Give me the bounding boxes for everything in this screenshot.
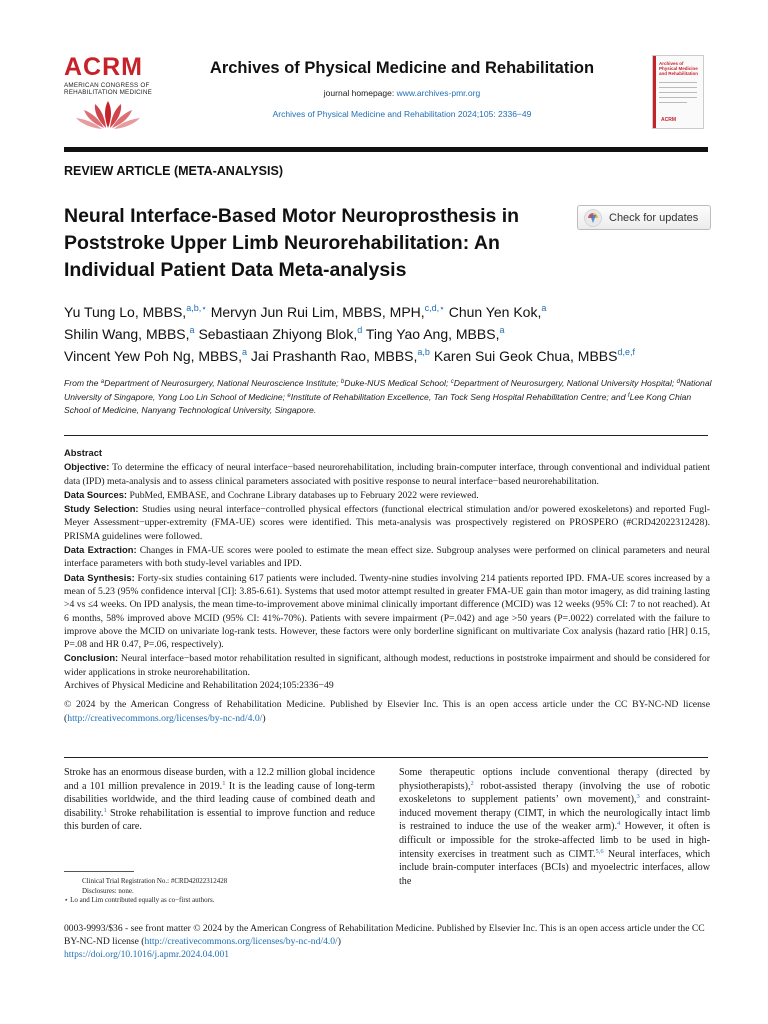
author[interactable]: Karen Sui Geok Chua, MBBS$^{d,e,f}$ [433,347,635,364]
author-affiliation-ref[interactable]: a [499,325,505,335]
abstract-citation: Archives of Physical Medicine and Rehabilitation 2024;105:2336−49 [64,680,334,692]
abstract-heading: Abstract [64,447,103,458]
journal-citation-link[interactable]: Archives of Physical Medicine and Rehabilitation 2024;105: 2336−49 [272,109,532,119]
body-column-right: Some therapeutic options include conventional therapy (directed by physiotherapists),$^2$ robot-assisted therapy (involving the use of robotic exoskeletons to supplement patients’ own movement),$^3$ and constraint-induced movement therapy (CIMT, in which the neurologically intact limb is restrained to induce the use of the weaker arm).$^4$ However, it often is difficult or impossible for the stroke-affected limb to be used in high-intensity exercises in treatment such as CIMT.$^{5,6}$ Neural interfaces, which include brain-computer interfaces (BCIs) and myoelectric interfaces, allow the [399,767,711,887]
homepage-link[interactable]: www.archives-pmr.org [396,88,481,98]
abstract-data-synthesis: Data Synthesis: Forty-six studies containing 617 patients were included. Twenty-nine studies involving 214 patients reported IPD. FMA-UE scores increased by a mean of 5.23 (95% confidence interval [CI]: 3.85-6.61). Systems that used motor attempt resulted in greater FMA-UE gain than motor imagery, as did training lasting >4 vs ≤4 weeks. On IPD analysis, the mean time-to-improvement above minimal clinically important difference (MCID) was 12 weeks (95% CI: 7 to not reached). At 6 months, 58% improved above MCID (95% CI: 41%-70%). Patients with severe impairment (P=.042) and age >50 years (P=.0022) correlated with the failure to improve above the MCID on univariate log-rank tests. However, these factors were only borderline significant on multivariate Cox analysis (hazard ratio [HR] 0.15, P=.08 and HR 0.47, P=.06, respectively). [64,571,710,651]
page-footer [64,922,710,961]
reference-link[interactable]: 2 [470,779,474,787]
author-affiliation-ref[interactable]: d [357,325,363,335]
abstract-data-sources: Data Sources: PubMed, EMBASE, and Cochrane Library databases up to February 2022 were reviewed. [64,488,479,501]
homepage-label: journal homepage: [323,88,397,98]
author[interactable]: Jai Prashanth Rao, MBBS,$^{a,b}$ [250,347,430,364]
author-affiliation-ref[interactable]: a [541,303,547,313]
body-column-left: Stroke has an enormous disease burden, with a 12.2 million global incidence and a 101 million prevalence in 2019.$^1$ It is the leading cause of long-term disabilities worldwide, and the third leading cause of combined death and disability.$^1$ Stroke rehabilitation is essential to improve function and reduce this burden of care. [64,767,375,833]
author[interactable]: Chun Yen Kok,$^a$ [448,303,547,320]
footnotes [64,877,364,906]
journal-title: Archives of Physical Medicine and Rehabilitation [209,59,595,77]
article-title: Neural Interface-Based Motor Neuroprosthesis in Poststroke Upper Limb Neurorehabilitation: An Individual Patient Data Meta-analysis [64,205,520,281]
footnote-disclosures: Disclosures: none. [82,886,134,895]
reference-link[interactable]: 5,6 [595,847,604,855]
author[interactable]: Vincent Yew Poh Ng, MBBS,$^a$ [64,347,247,364]
author[interactable]: Shilin Wang, MBBS,$^a$ [64,325,195,342]
logo-text: ACRM [64,53,143,81]
abstract-conclusion: Conclusion: Neural interface−based motor rehabilitation resulted in significant, although modest, reductions in poststroke impairment and should be considered for wider applications in stroke neurorehabilitation. [64,652,710,678]
author[interactable]: Mervyn Jun Rui Lim, MBBS, MPH,$^{c,d,⋆}$ [210,303,445,320]
acrm-logo[interactable] [64,54,160,130]
author-affiliation-ref[interactable]: c,d,⋆ [424,303,445,313]
journal-homepage [202,88,602,98]
author[interactable]: Yu Tung Lo, MBBS,$^{a,b,⋆}$ [64,303,207,320]
article-type: REVIEW ARTICLE (META-ANALYSIS) [64,164,283,178]
author-affiliation-ref[interactable]: a [189,325,195,335]
author-affiliation-ref[interactable]: a,b [417,347,430,357]
footer-license-link[interactable]: http://creativecommons.org/licenses/by-nc-nd/4.0/ [144,936,338,947]
author-affiliation-ref[interactable]: a,b,⋆ [186,303,207,313]
author[interactable]: Ting Yao Ang, MBBS,$^a$ [365,325,505,342]
footnote-registration: Clinical Trial Registration No.: #CRD42022312428 [82,877,228,885]
reference-link[interactable]: 4 [617,820,621,828]
author[interactable]: Sebastiaan Zhiyong Blok,$^d$ [198,325,363,342]
abstract-objective: Objective: To determine the efficacy of neural interface−based neurorehabilitation, including brain-computer interface, through conventional and individual patient data (IPD) meta-analysis and to assess clinical parameters associated with positive response to neural interface−based neurorehabilitation. [64,461,710,487]
abstract-divider [64,435,708,436]
issn-copyright: 0003-9993/$36 - see front matter © 2024 by the American Congress of Rehabilitation Medicine. Published by Elsevier Inc. This is an open access article under the CC BY-NC-ND license (http://creativecommons.org/licenses/by-nc-nd/4.0/) [64,923,705,947]
abstract-copyright: © 2024 by the American Congress of Rehabilitation Medicine. Published by Elsevier Inc. This is an open access article under the CC BY-NC-ND license (http://creativecommons.org/licenses/by-nc-nd/4.0/) [64,699,710,724]
cover-logo: ACRM [661,117,676,123]
author-affiliation-ref[interactable]: d,e,f [617,347,635,357]
author-affiliation-ref[interactable]: a [241,347,247,357]
license-link[interactable]: http://creativecommons.org/licenses/by-nc-nd/4.0/ [67,712,263,724]
abstract-study-selection: Study Selection: Studies using neural interface−controlled physical effectors (functional electrical stimulation and/or powered exoskeletons) and reported Fugl-Meyer Assessment−upper-extremity (FMA-UE) scores were identified. This meta-analysis was prospectively registered on PROSPERO (#CRD42022312428). PRISMA guidelines were followed. [64,503,710,542]
abstract-data-extraction: Data Extraction: Changes in FMA-UE scores were pooled to estimate the mean effect size. Subgroup analyses were performed on clinical parameters and neural interface parameters with both study-level variables and IPD. [64,544,710,570]
footnote-divider [64,871,134,872]
body-divider [64,757,708,758]
reference-link[interactable]: 3 [636,793,640,801]
check-for-updates-button[interactable] [577,205,711,230]
author-list [64,301,714,367]
crossmark-icon [584,209,602,227]
cover-title: Archives of Physical Medicine and Rehabilitation [659,61,699,76]
reference-link[interactable]: 1 [222,779,226,787]
doi-link[interactable]: https://doi.org/10.1016/j.apmr.2024.04.001 [64,949,230,960]
logo-subtitle: AMERICAN CONGRESS OF REHABILITATION MEDICINE [64,82,152,97]
affiliations: From the $^a$Department of Neurosurgery, National Neuroscience Institute; $^b$Duke-NUS Medical School; $^c$Department of Neurosurgery, National University Hospital; $^d$National University of Singapore, Yong Loo Lin School of Medicine; $^e$Institute of Rehabilitation Excellence, Tan Tock Seng Hospital Rehabilitation Centre; and $^f$Lee Kong Chian School of Medicine, Nanyang Technological University, Singapore. [64,378,712,415]
reference-link[interactable]: 1 [103,806,107,814]
lotus-emblem-icon [64,100,152,130]
header-divider [64,147,708,152]
footnote-equal-contribution: ⋆ Lo and Lim contributed equally as co−first authors. [64,896,215,904]
abstract [64,446,710,725]
check-for-updates-label: Check for updates [609,211,699,224]
journal-cover-thumbnail[interactable] [652,55,704,129]
journal-header [64,52,704,144]
